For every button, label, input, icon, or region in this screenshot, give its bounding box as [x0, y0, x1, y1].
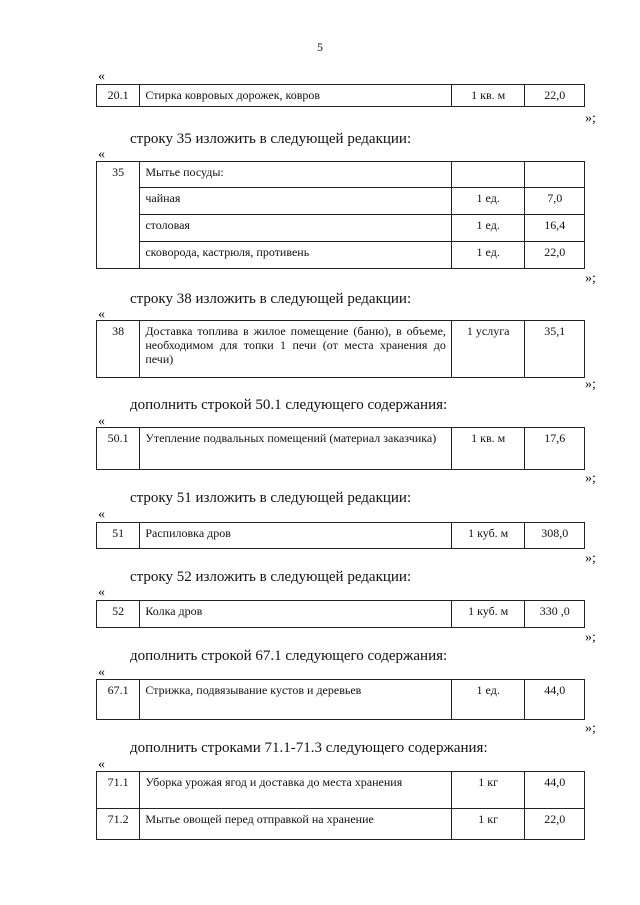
- table-row-52: [96, 600, 585, 628]
- instruction-rows-71: дополнить строками 71.1-71.3 следующего содержания:: [130, 740, 488, 756]
- table-row: [97, 428, 585, 470]
- table-row: [97, 809, 585, 840]
- table-row: [97, 162, 585, 188]
- open-quote: «: [98, 147, 105, 162]
- unit: 1 ед.: [451, 215, 525, 242]
- close-quote: »;: [585, 721, 596, 736]
- row-number: 20.1: [97, 85, 140, 107]
- instruction-row-51: строку 51 изложить в следующей редакции:: [130, 490, 412, 506]
- table-row: [97, 188, 585, 215]
- table-row-51: [96, 522, 585, 549]
- service-name: Утепление подвальных помещений (материал заказчика): [140, 428, 452, 470]
- close-quote: »;: [585, 551, 596, 566]
- price: 16,4: [525, 215, 585, 242]
- close-quote: »;: [585, 111, 596, 126]
- instruction-row-52: строку 52 изложить в следующей редакции:: [130, 569, 412, 585]
- row-number: 71.2: [97, 809, 140, 840]
- table-row-50-1: [96, 427, 585, 470]
- unit: 1 кв. м: [451, 428, 525, 470]
- unit: 1 услуга: [451, 321, 525, 378]
- row-number: 50.1: [97, 428, 140, 470]
- table-row: [97, 321, 585, 378]
- unit: 1 кг: [451, 772, 525, 809]
- service-name: сковорода, кастрюля, противень: [140, 242, 452, 269]
- row-number: 71.1: [97, 772, 140, 809]
- service-name: Доставка топлива в жилое помещение (баню), в объеме, необходимом для топки 1 печи (от места хранения до печи): [140, 321, 452, 378]
- table-row-67-1: [96, 679, 585, 720]
- table-row: [97, 523, 585, 549]
- table-row-38: [96, 320, 585, 378]
- table-rows-71: [96, 771, 585, 840]
- unit: [451, 162, 525, 188]
- unit: 1 куб. м: [451, 523, 525, 549]
- instruction-row-50-1: дополнить строкой 50.1 следующего содержания:: [130, 397, 448, 413]
- open-quote: «: [98, 69, 105, 84]
- instruction-row-67-1: дополнить строкой 67.1 следующего содержания:: [130, 648, 448, 664]
- price: 330 ,0: [525, 601, 585, 628]
- unit: 1 ед.: [451, 188, 525, 215]
- page-number: 5: [317, 40, 323, 54]
- service-name: Стирка ковровых дорожек, ковров: [140, 85, 452, 107]
- close-quote: »;: [585, 377, 596, 392]
- row-number: 38: [97, 321, 140, 378]
- table-row-35: [96, 161, 585, 269]
- open-quote: «: [98, 757, 105, 772]
- row-number: 52: [97, 601, 140, 628]
- price: 22,0: [525, 809, 585, 840]
- row-number: 35: [97, 162, 140, 269]
- price: 22,0: [525, 85, 585, 107]
- table-row: [97, 680, 585, 720]
- service-name: Уборка урожая ягод и доставка до места хранения: [140, 772, 452, 809]
- unit: 1 ед.: [451, 242, 525, 269]
- unit: 1 кв. м: [451, 85, 525, 107]
- price: [525, 162, 585, 188]
- table-row: [97, 85, 585, 107]
- open-quote: «: [98, 585, 105, 600]
- service-name: Колка дров: [140, 601, 452, 628]
- price: 35,1: [525, 321, 585, 378]
- close-quote: »;: [585, 630, 596, 645]
- close-quote: »;: [585, 271, 596, 286]
- price: 44,0: [525, 772, 585, 809]
- row-number: 51: [97, 523, 140, 549]
- price: 308,0: [525, 523, 585, 549]
- service-name: Мытье овощей перед отправкой на хранение: [140, 809, 452, 840]
- table-row: [97, 772, 585, 809]
- row-number: 67.1: [97, 680, 140, 720]
- price: 22,0: [525, 242, 585, 269]
- price: 7,0: [525, 188, 585, 215]
- price: 17,6: [525, 428, 585, 470]
- open-quote: «: [98, 507, 105, 522]
- open-quote: «: [98, 414, 105, 429]
- service-name: чайная: [140, 188, 452, 215]
- close-quote: »;: [585, 471, 596, 486]
- instruction-row-35: строку 35 изложить в следующей редакции:: [130, 131, 412, 147]
- open-quote: «: [98, 665, 105, 680]
- table-row-20-1: [96, 84, 585, 107]
- unit: 1 кг: [451, 809, 525, 840]
- service-name: столовая: [140, 215, 452, 242]
- table-row: [97, 601, 585, 628]
- open-quote: «: [98, 307, 105, 322]
- table-row: [97, 242, 585, 269]
- instruction-row-38: строку 38 изложить в следующей редакции:: [130, 291, 412, 307]
- service-name: Мытье посуды:: [140, 162, 452, 188]
- table-row: [97, 215, 585, 242]
- service-name: Распиловка дров: [140, 523, 452, 549]
- price: 44,0: [525, 680, 585, 720]
- service-name: Стрижка, подвязывание кустов и деревьев: [140, 680, 452, 720]
- unit: 1 куб. м: [451, 601, 525, 628]
- unit: 1 ед.: [451, 680, 525, 720]
